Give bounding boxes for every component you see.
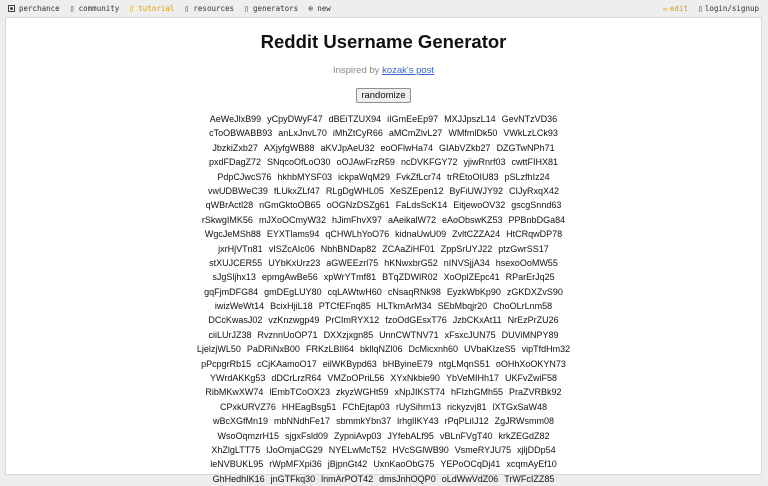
username: RLgDgWHL05 xyxy=(325,185,384,196)
username-row xyxy=(6,270,761,284)
nav-links xyxy=(8,4,340,13)
username: lXTGxSaW48 xyxy=(492,401,547,412)
username: rPqPLiIJ12 xyxy=(444,416,489,427)
username: ncDVKFGY72 xyxy=(400,157,458,168)
username: vipTfdHm32 xyxy=(521,344,571,355)
username: JYfebALf95 xyxy=(387,430,434,441)
pencil-icon: ✏ xyxy=(663,4,668,13)
username: PaDRiNxB00 xyxy=(246,344,300,355)
username: HtCRqwDP78 xyxy=(506,229,563,240)
username: HLTkmArM34 xyxy=(376,301,432,312)
nav-item-new[interactable] xyxy=(307,4,331,13)
username: cNsaqRNk98 xyxy=(387,286,441,297)
username: oOHhXoOKYN73 xyxy=(495,358,566,369)
username: ByFiUWJY92 xyxy=(449,185,503,196)
username-row xyxy=(6,184,761,198)
plus-circle-icon: ⊕ xyxy=(308,3,314,13)
username-row xyxy=(6,385,761,399)
nav-item-label: community xyxy=(78,4,120,13)
generators-icon: ▯ xyxy=(244,3,249,13)
username: rWpMFXpi36 xyxy=(269,459,322,470)
username-row xyxy=(6,371,761,385)
username: XeSZEpen12 xyxy=(389,185,444,196)
username-row xyxy=(6,155,761,169)
username: pPcpgrRb15 xyxy=(201,358,252,369)
username-row xyxy=(6,256,761,270)
username: trREtoOIU83 xyxy=(447,171,499,182)
username: kidnaUwU09 xyxy=(395,229,447,240)
username: XhZlgLTT75 xyxy=(211,444,261,455)
username: anLxJnvL70 xyxy=(278,128,327,139)
username-row xyxy=(6,457,761,471)
username: xpWrYTmf81 xyxy=(323,272,377,283)
username: UYbKxUrz23 xyxy=(268,257,321,268)
inspiration-link[interactable]: kozak's post xyxy=(382,65,435,76)
username-row xyxy=(6,112,761,126)
username: mJXoOCmyW32 xyxy=(258,214,326,225)
username-row xyxy=(6,285,761,299)
username: UVbaKIzeS5 xyxy=(464,344,516,355)
username-row xyxy=(6,126,761,140)
username: gscgSnnd63 xyxy=(511,200,562,211)
username: yCpyDWyF47 xyxy=(267,114,323,124)
username-row xyxy=(6,443,761,457)
top-navigation-bar xyxy=(0,0,768,17)
account-links xyxy=(653,4,759,13)
username: VMZoOPriL56 xyxy=(327,373,385,384)
username: gqFjmDFG84 xyxy=(204,286,259,297)
username: NrEzPrZU26 xyxy=(507,315,559,326)
username: xNpJIKST74 xyxy=(394,387,446,398)
username: jnGTFkq30 xyxy=(270,473,316,484)
username: sbmmkYbn37 xyxy=(336,416,392,427)
username: jxrHjVTn81 xyxy=(218,243,263,254)
username: lnmArPOT42 xyxy=(321,473,374,484)
username: hFIzhGMh55 xyxy=(451,387,504,398)
username: xFsxcJUN75 xyxy=(444,329,496,340)
username-row xyxy=(6,328,761,342)
username: YEPoOCqDj41 xyxy=(440,459,501,470)
nav-item-label: perchance xyxy=(19,4,60,13)
username: zGKDXZvS90 xyxy=(506,286,563,297)
username: aMCmZlvL27 xyxy=(388,128,443,139)
username: HVcSGlWB90 xyxy=(392,444,449,455)
username: MXJJpszL14 xyxy=(444,114,496,124)
username: cCjKAamoO17 xyxy=(257,358,317,369)
username: iMhZtCyR66 xyxy=(332,128,383,139)
username-row xyxy=(6,170,761,184)
username: UnnCWTNV71 xyxy=(379,329,439,340)
username: rSkwgIMK56 xyxy=(201,214,253,225)
username-row xyxy=(6,242,761,256)
username-row xyxy=(6,227,761,241)
username: RParErJq25 xyxy=(505,272,555,283)
username: oOGNzDSZg61 xyxy=(326,200,390,211)
username-row xyxy=(6,299,761,313)
username: aAeikalW72 xyxy=(387,214,437,225)
username: ptzGwrSS17 xyxy=(498,243,549,254)
username: epmgAwBe56 xyxy=(261,272,318,283)
username: UxnKaoObG75 xyxy=(373,459,435,470)
username: eoOFlwHa74 xyxy=(380,142,434,153)
username-row xyxy=(6,472,761,486)
username: LjelzjWL50 xyxy=(196,344,241,355)
edit-link[interactable] xyxy=(663,4,688,13)
username: WMfmlDk50 xyxy=(448,128,498,139)
username: jBjpnGt42 xyxy=(327,459,368,470)
username: ZypniAvp03 xyxy=(334,430,382,441)
username: WsoOqmzrH15 xyxy=(217,430,279,441)
username-row xyxy=(6,414,761,428)
username: JzbCKxAt11 xyxy=(452,315,502,326)
inspired-prefix: Inspired by xyxy=(332,65,380,76)
username: DcMicxnh60 xyxy=(408,344,459,355)
username: PraZVRBk92 xyxy=(509,387,562,398)
username: eAoObswKZ53 xyxy=(442,214,503,225)
username: cqLAWtwH60 xyxy=(327,286,382,297)
nav-item-perchance[interactable] xyxy=(8,4,60,13)
username: VsmeRYJU75 xyxy=(454,444,512,455)
nav-item-resources[interactable] xyxy=(183,4,234,13)
nav-item-label: resources xyxy=(193,4,235,13)
username: RibMKwXW74 xyxy=(205,387,264,398)
username: YWrdAKKg53 xyxy=(209,373,266,384)
username: leNVBUKL95 xyxy=(210,459,264,470)
username-row xyxy=(6,357,761,371)
username-list xyxy=(6,112,761,486)
username: dDCrLrzR64 xyxy=(271,373,322,384)
username: rUySihrn13 xyxy=(395,401,441,412)
username: lJoOmjaCG29 xyxy=(266,444,323,455)
username: oLdWwVdZ06 xyxy=(441,473,499,484)
username: zkyzWGHt59 xyxy=(335,387,389,398)
nav-item-label: generators xyxy=(253,4,299,13)
username: ntgLMqnS51 xyxy=(438,358,490,369)
username: bkllqNZl06 xyxy=(359,344,403,355)
nav-item-label: tutorial xyxy=(138,4,175,13)
username: mbNNdhFe17 xyxy=(274,416,331,427)
username: lrhglIKY43 xyxy=(397,416,439,427)
username: ZppSrUYJ22 xyxy=(440,243,493,254)
username: DCcKwasJ02 xyxy=(208,315,263,326)
nav-item-label: new xyxy=(317,4,331,13)
username: bHByineE79 xyxy=(382,358,433,369)
username-row xyxy=(6,400,761,414)
username: cwttFIHX81 xyxy=(511,157,558,168)
resources-icon: ▯ xyxy=(184,3,190,13)
logo-icon xyxy=(8,5,15,12)
nav-item-tutorial[interactable] xyxy=(128,4,174,13)
username: nGmGktoOB65 xyxy=(259,200,321,211)
username: SNqcoOfLoO30 xyxy=(267,157,331,168)
username: aKVJpAeU32 xyxy=(320,142,375,153)
username: ickpaWqM29 xyxy=(337,171,390,182)
username: krkZEGdZ82 xyxy=(498,430,550,441)
randomize-button[interactable]: randomize xyxy=(356,88,410,103)
username: XoOplZEpc41 xyxy=(443,272,500,283)
page-title: Reddit Username Generator xyxy=(260,31,507,52)
button-wrapper xyxy=(6,85,761,103)
username: JbzkiZxb27 xyxy=(212,142,258,153)
username: vzKnzwgp49 xyxy=(268,315,320,326)
username: fLUkxZLf47 xyxy=(273,185,320,196)
username: BTqZDWlR02 xyxy=(382,272,438,283)
username: qWBrActl28 xyxy=(205,200,254,211)
username: DXXzjxgn85 xyxy=(323,329,374,340)
username: NYELwMcT52 xyxy=(328,444,387,455)
nav-item-generators[interactable] xyxy=(243,4,298,13)
username: AXjyfgWB88 xyxy=(263,142,315,153)
login-label: login/signup xyxy=(704,4,759,13)
username: SEbMbqjr20 xyxy=(437,301,488,312)
username: DZGTwNPh71 xyxy=(496,142,555,153)
username: qCHWLhYoO76 xyxy=(325,229,390,240)
username: iwizWeWt14 xyxy=(214,301,265,312)
username: iIGmEeEp97 xyxy=(387,114,439,124)
edit-label: edit xyxy=(669,4,688,13)
username: dBEiTZUX94 xyxy=(328,114,382,124)
username: vBLnFVgT40 xyxy=(439,430,493,441)
username: ZCAaZiHF01 xyxy=(382,243,435,254)
username: VWkLzLCk93 xyxy=(503,128,558,139)
username: oOJAwFrzR59 xyxy=(336,157,395,168)
login-link[interactable] xyxy=(698,4,759,13)
username-row xyxy=(6,429,761,443)
username-row xyxy=(6,141,761,155)
username: hkhbMYSF03 xyxy=(277,171,332,182)
username: PTCfEFnq85 xyxy=(318,301,371,312)
username: HHEagBsg51 xyxy=(281,401,337,412)
username: PrCImRYX12 xyxy=(325,315,380,326)
username-row xyxy=(6,313,761,327)
username: TrWFcIZZ85 xyxy=(504,473,555,484)
username: eilWKBypd63 xyxy=(322,358,377,369)
username: pxdFDagZ72 xyxy=(209,157,262,168)
username: XYxNkbie90 xyxy=(390,373,440,384)
nav-item-community[interactable] xyxy=(69,4,120,13)
username: CIJyRxqX42 xyxy=(508,185,559,196)
username: WgcJeMSh88 xyxy=(204,229,261,240)
username-row xyxy=(6,213,761,227)
username: AeWeJlxB99 xyxy=(209,114,262,124)
username: dmsJnhOQP0 xyxy=(379,473,436,484)
username: GevNTzVD36 xyxy=(501,114,558,124)
username: lEmbTCoOX23 xyxy=(269,387,330,398)
username: BcixHjiL18 xyxy=(270,301,313,312)
username: xcqmAyEf10 xyxy=(506,459,557,470)
username-row xyxy=(6,198,761,212)
username: YbVeMIHh17 xyxy=(445,373,499,384)
username: FaLdsScK14 xyxy=(395,200,448,211)
login-icon: ▯ xyxy=(697,4,703,13)
username: nINVSjjA34 xyxy=(443,257,490,268)
username: FRKzLBIl64 xyxy=(305,344,354,355)
username: EYXTlams94 xyxy=(266,229,320,240)
username: aGWEEzrl75 xyxy=(326,257,379,268)
username: hsexoOoMW55 xyxy=(495,257,558,268)
community-icon: ▯ xyxy=(69,3,75,13)
username: cToOBWABB93 xyxy=(209,128,273,139)
username: pSLzfhIz24 xyxy=(504,171,550,182)
username: EyzkWbKp90 xyxy=(446,286,501,297)
username: vISZcAIc06 xyxy=(268,243,315,254)
username: ZvltCZZA24 xyxy=(452,229,501,240)
username: sjgxFsld09 xyxy=(285,430,329,441)
username: gmDEgLUY80 xyxy=(264,286,322,297)
username: rickyzvj81 xyxy=(446,401,487,412)
username: PPBnbDGa84 xyxy=(508,214,566,225)
username: fzoOdGEsxT76 xyxy=(385,315,447,326)
username: NbhBNDap82 xyxy=(320,243,377,254)
username: PdpCJwcS76 xyxy=(217,171,272,182)
username: yjiwRnrf03 xyxy=(463,157,506,168)
username: xjljDDp54 xyxy=(517,444,556,455)
username: ZgJRWsmm08 xyxy=(494,416,554,427)
username: vwUDBWeC39 xyxy=(207,185,268,196)
username: hJimFhvX97 xyxy=(331,214,382,225)
username: wBcXGfMn19 xyxy=(213,416,269,427)
username: DUViMNPY89 xyxy=(501,329,559,340)
tutorial-icon: ▯ xyxy=(129,3,135,13)
inspired-line xyxy=(6,65,761,76)
username: ciiLUrJZ38 xyxy=(208,329,252,340)
username: sJgSljhx13 xyxy=(212,272,256,283)
username: GhHedhIK16 xyxy=(212,473,265,484)
username: hKNwxbrG52 xyxy=(384,257,438,268)
username: FChEjtap03 xyxy=(342,401,390,412)
username: ChoOLrLnm58 xyxy=(493,301,553,312)
generator-panel xyxy=(5,17,762,484)
username: stXUJCER55 xyxy=(209,257,263,268)
username-row xyxy=(6,342,761,356)
username: EitjewoOV32 xyxy=(453,200,506,211)
username: FvkZfLcr74 xyxy=(396,171,442,182)
username: RvznnUoOP71 xyxy=(257,329,318,340)
username: GIAbVZkb27 xyxy=(439,142,491,153)
username: CPxkURVZ76 xyxy=(220,401,276,412)
username: UKFvZwiF58 xyxy=(504,373,557,384)
